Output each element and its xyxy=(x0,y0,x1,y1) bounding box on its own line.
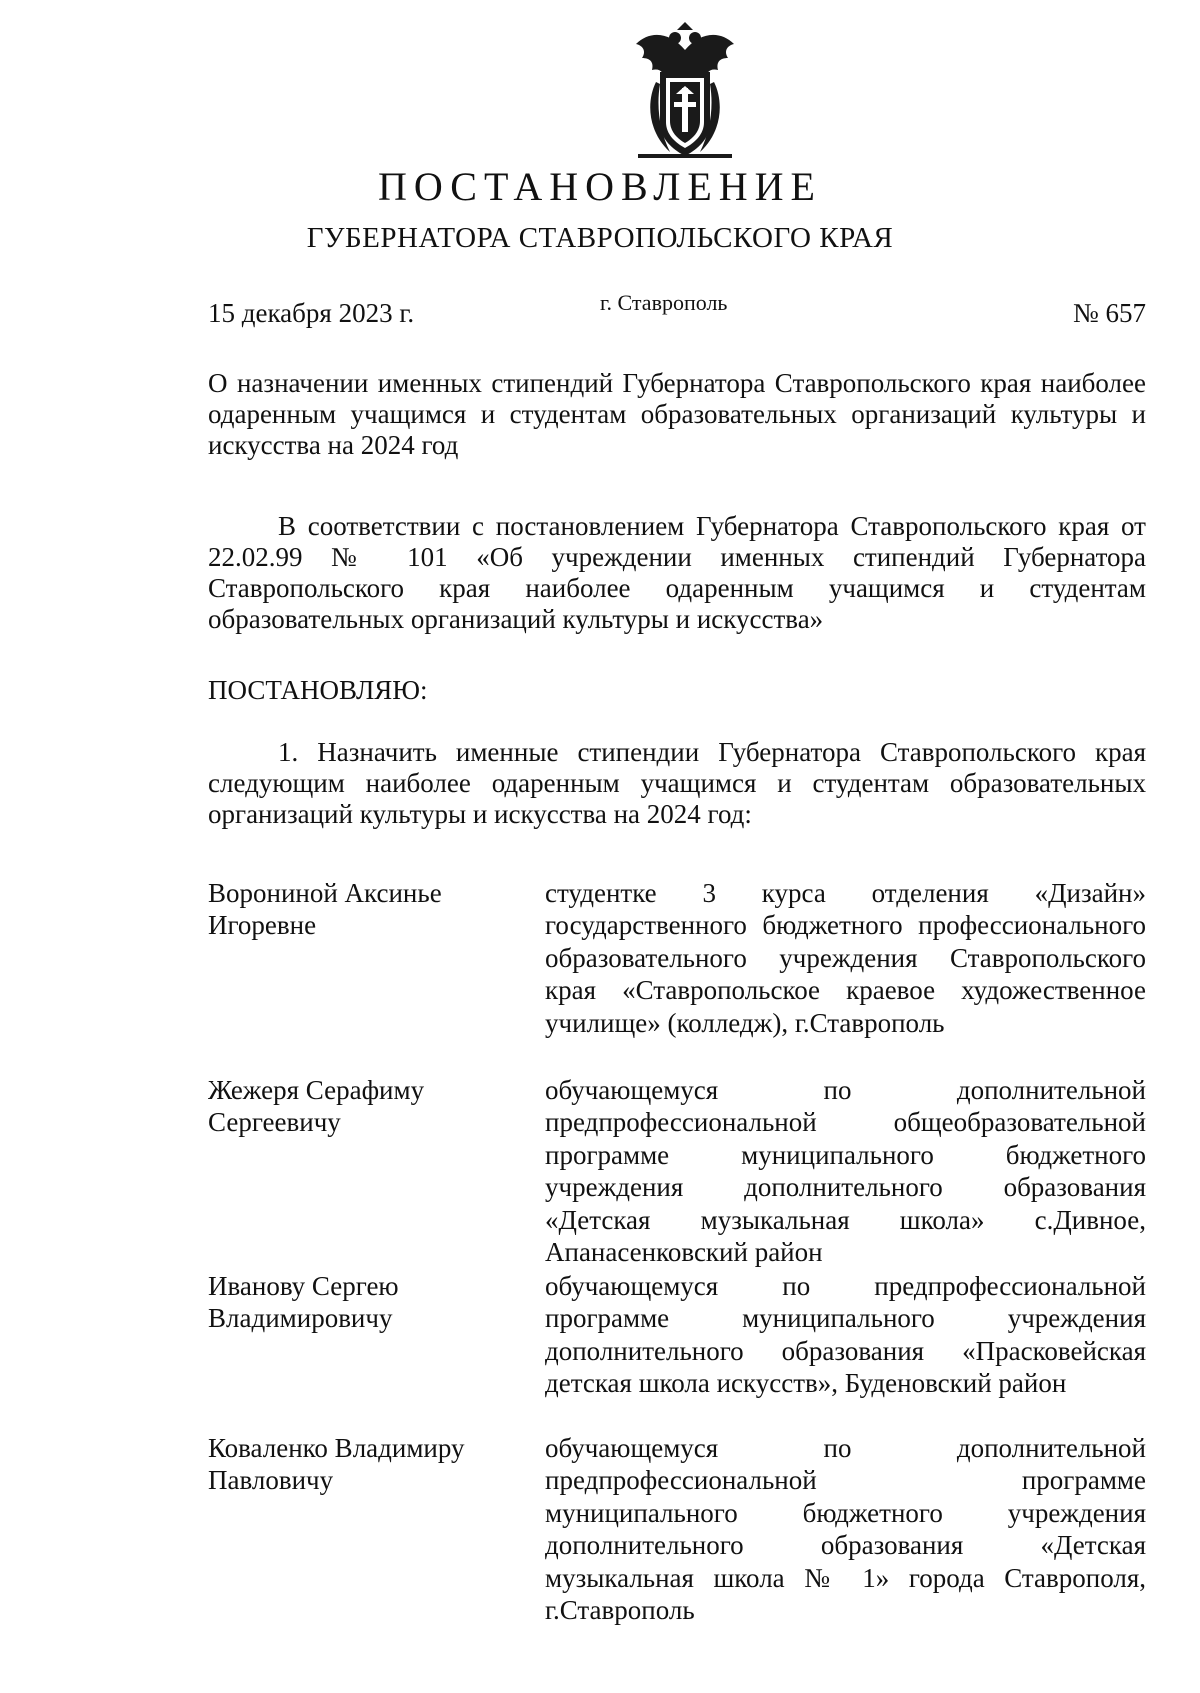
recipient-name: Иванову Сергею Владимировичу xyxy=(208,1271,399,1333)
recipient-description: студентке 3 курса отделения «Дизайн» государственного бюджетного профессионального образовательного учреждения Ставропольского края «Ставропольское краевое художественное училище» (колледж), г.Ставрополь xyxy=(545,878,1146,1038)
item-1-paragraph: 1. Назначить именные стипендии Губернатора Ставропольского края следующим наиболее одаренным учащимся и студентам образовательных организаций культуры и искусства на 2024 год: xyxy=(208,737,1146,829)
recipient-name: Ворониной Аксинье Игоревне xyxy=(208,878,442,940)
recipient-name: Коваленко Владимиру Павловичу xyxy=(208,1433,465,1495)
decree-word: ПОСТАНОВЛЯЮ: xyxy=(208,675,428,705)
coat-of-arms-icon xyxy=(630,22,740,162)
document-heading: О назначении именных стипендий Губернатора Ставропольского края наиболее одаренным учащимся и студентам образовательных организаций культуры и искусства на 2024 год xyxy=(208,368,1146,460)
preamble-paragraph: В соответствии с постановлением Губернатора Ставропольского края от 22.02.99 № 101 «Об учреждении именных стипендий Губернатора Ставропольского края наиболее одаренным учащимся и студентам образовательных организаций культуры и искусства» xyxy=(208,511,1146,634)
recipient-name: Жежеря Серафиму Сергеевичу xyxy=(208,1075,425,1137)
document-subtitle: ГУБЕРНАТОРА СТАВРОПОЛЬСКОГО КРАЯ xyxy=(306,222,894,254)
recipient-description: обучающемуся по дополнительной предпрофессиональной общеобразовательной программе муниципального бюджетного учреждения дополнительного образования «Детская музыкальная школа» с.Дивное, Апанасенковский район xyxy=(545,1075,1146,1268)
document-date: 15 декабря 2023 г. xyxy=(208,298,415,328)
document-number: № 657 xyxy=(1072,298,1146,328)
document-city: г. Ставрополь xyxy=(600,290,728,315)
recipient-description: обучающемуся по предпрофессиональной программе муниципального учреждения дополнительного образования «Прасковейская детская школа искусств», Буденовский район xyxy=(545,1271,1146,1399)
recipient-description: обучающемуся по дополнительной предпрофессиональной программе муниципального бюджетного учреждения дополнительного образования «Детская музыкальная школа № 1» города Ставрополя, г.Ставрополь xyxy=(545,1433,1146,1626)
document-title: ПОСТАНОВЛЕНИЕ xyxy=(378,164,822,209)
